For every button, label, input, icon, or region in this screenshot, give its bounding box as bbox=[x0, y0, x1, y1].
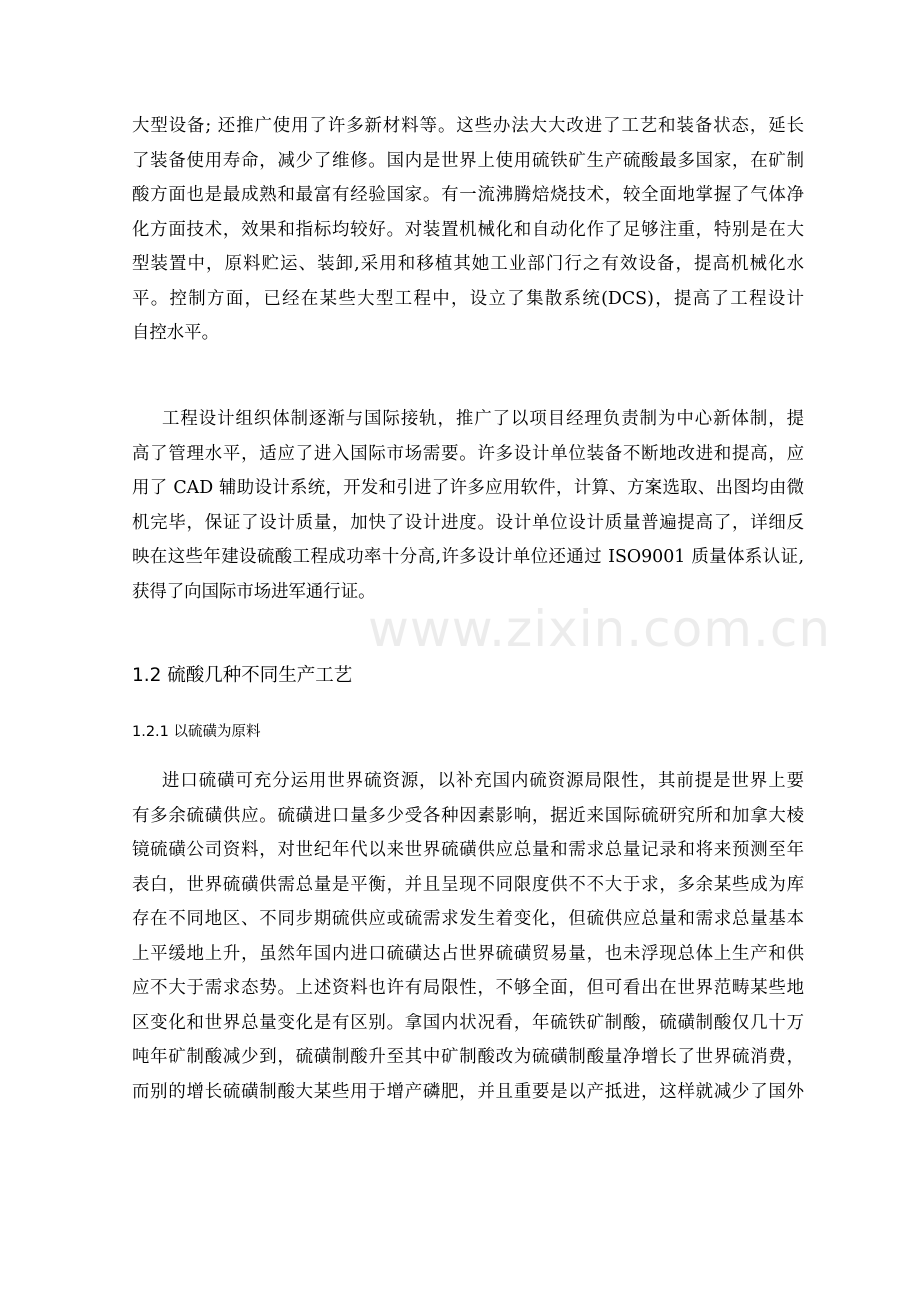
text-line: 用了 CAD 辅助设计系统，开发和引进了许多应用软件，计算、方案选取、出图均由微 bbox=[132, 478, 804, 498]
text-line: 高了管理水平，适应了进入国际市场需要。许多设计单位装备不断地改进和提高，应 bbox=[132, 443, 804, 464]
text-line: 区变化和世界总量变化是有区别。拿国内状况看，年硫铁矿制酸，硫磺制酸仅几十万 bbox=[132, 1012, 804, 1033]
text-line: 有多余硫磺供应。硫磺进口量多少受各种因素影响，据近来国际硫研究所和加拿大棱 bbox=[132, 805, 804, 826]
text-line: 了装备使用寿命，减少了维修。国内是世界上使用硫铁矿生产硫酸最多国家，在矿制 bbox=[132, 150, 804, 171]
text-line: 获得了向国际市场进军通行证。 bbox=[132, 581, 376, 602]
text-line: 镜硫磺公司资料，对世纪年代以来世界硫磺供应总量和需求总量记录和将来预测至年 bbox=[132, 840, 804, 860]
section-heading: 1.2 硫酸几种不同生产工艺 bbox=[132, 665, 353, 686]
text-line: 存在不同地区、不同步期硫供应或硫需求发生着变化，但硫供应总量和需求总量基本 bbox=[132, 909, 804, 929]
text-line: 应不大于需求态势。上述资料也许有局限性，不够全面，但可看出在世界范畴某些地 bbox=[132, 978, 804, 998]
paragraph-equipment bbox=[132, 109, 804, 351]
text-line: 映在这些年建设硫酸工程成功率十分高,许多设计单位还通过 ISO9001 质量体系认证, bbox=[132, 547, 804, 567]
text-line: 型装置中，原料贮运、装卸,采用和移植其她工业部门行之有效设备，提高机械化水 bbox=[132, 254, 804, 274]
paragraph-sulfur-import bbox=[132, 764, 804, 1109]
subsection-heading: 1.2.1 以硫磺为原料 bbox=[132, 724, 261, 740]
text-line: 化方面技术，效果和指标均较好。对装置机械化和自动化作了足够注重，特别是在大 bbox=[132, 219, 804, 240]
text-line: 而别的增长硫磺制酸大某些用于增产磷肥，并且重要是以产抵进，这样就减少了国外 bbox=[132, 1081, 804, 1102]
watermark-text: www.zixin.com.cn bbox=[368, 600, 832, 658]
text-line: 大型设备; 还推广使用了许多新材料等。这些办法大大改进了工艺和装备状态，延长 bbox=[132, 116, 804, 136]
text-line: 机完毕，保证了设计质量，加快了设计进度。设计单位设计质量普遍提高了，详细反 bbox=[132, 512, 804, 533]
text-line: 上平缓地上升，虽然年国内进口硫磺达占世界硫磺贸易量，也未浮现总体上生产和供 bbox=[132, 943, 804, 964]
text-line: 酸方面也是最成熟和最富有经验国家。有一流沸腾焙烧技术，较全面地掌握了气体净 bbox=[132, 185, 804, 205]
text-line: 平。控制方面，已经在某些大型工程中，设立了集散系统(DCS)，提高了工程设计 bbox=[132, 288, 804, 309]
text-line: 吨年矿制酸减少到，硫磺制酸升至其中矿制酸改为硫磺制酸量净增长了世界硫消费， bbox=[132, 1047, 804, 1067]
text-line: 自控水平。 bbox=[132, 323, 219, 343]
text-line: 进口硫磺可充分运用世界硫资源，以补充国内硫资源局限性，其前提是世界上要 bbox=[162, 771, 804, 791]
paragraph-design-system bbox=[132, 402, 804, 609]
text-line: 工程设计组织体制逐渐与国际接轨，推广了以项目经理负责制为中心新体制，提 bbox=[162, 409, 804, 429]
text-line: 表白，世界硫磺供需总量是平衡，并且呈现不同限度供不不大于求，多余某些成为库 bbox=[132, 874, 804, 895]
